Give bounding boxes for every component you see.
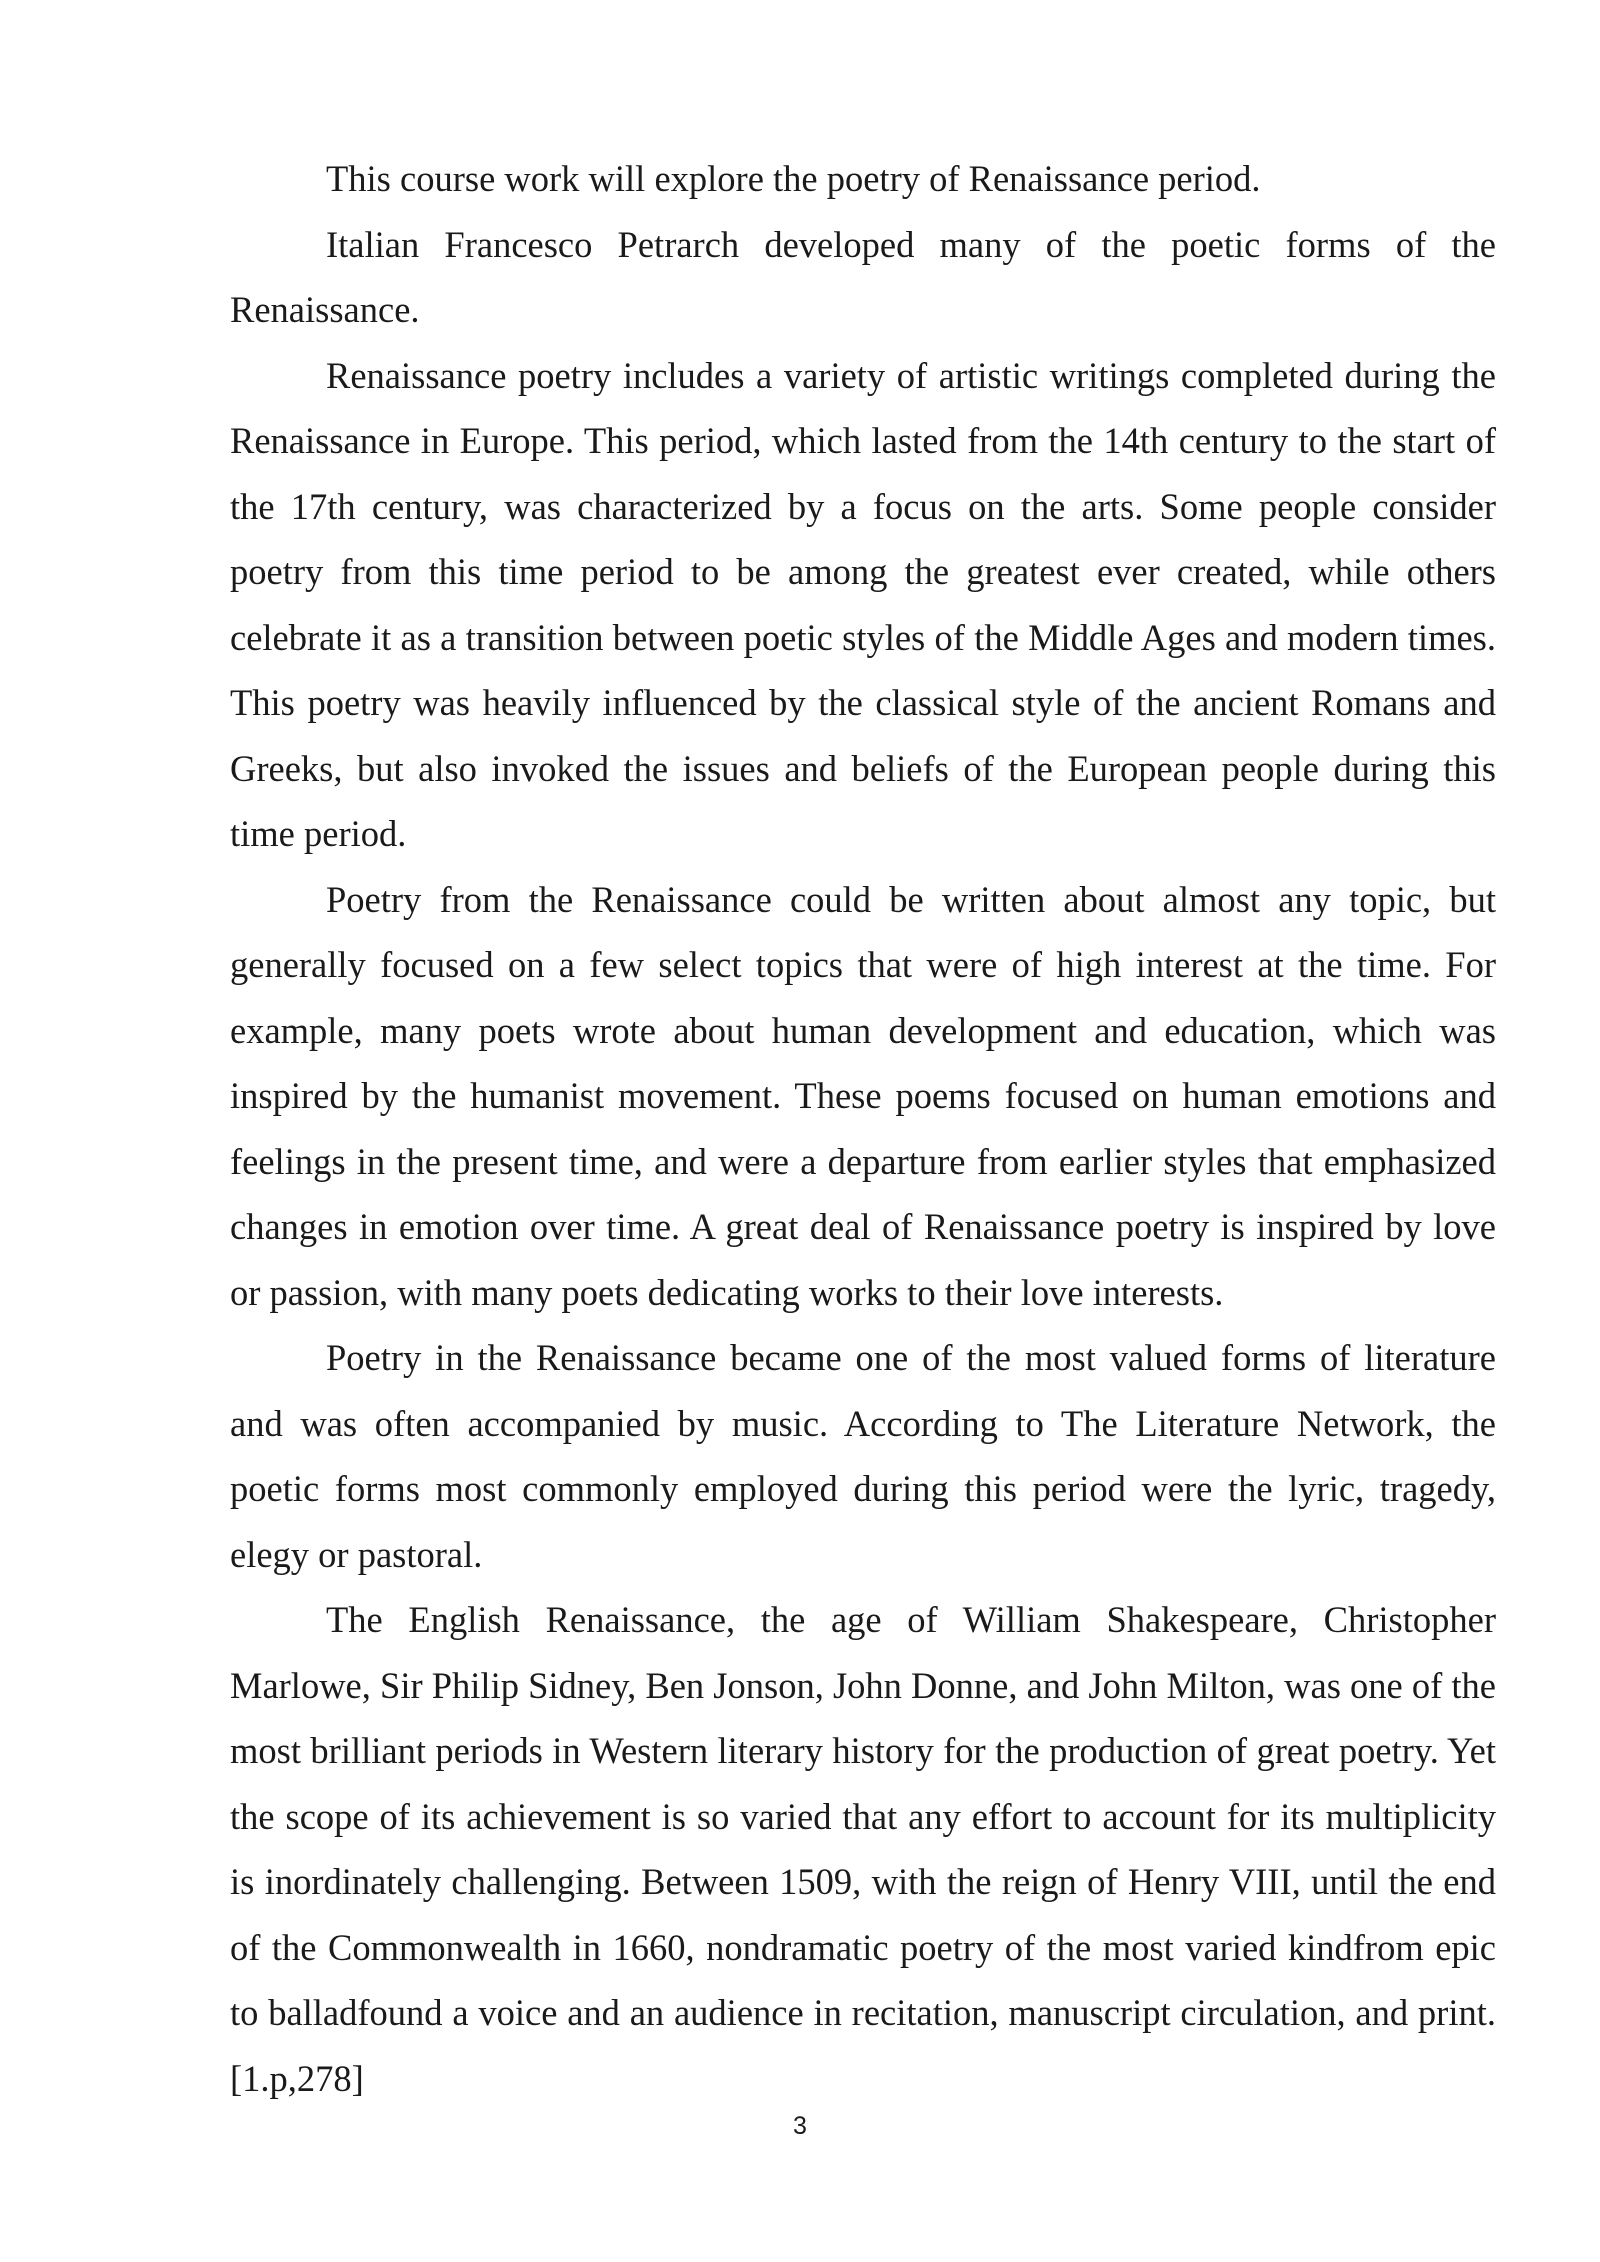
paragraph-topics: Poetry from the Renaissance could be written about almost any topic, but generally focused on a few select topics that were of high interest at the time. For example, many poets wrote about human development and education, which was inspired by the humanist movement. These poems focused on human emotions and feelings in the present time, and were a departure from earlier styles that emphasized changes in emotion over time. A great deal of Renaissance poetry is inspired by love or passion, with many poets dedicating works to their love interests.	[230, 878, 1496, 1313]
paragraph-english-renaissance: The English Renaissance, the age of William Shakespeare, Christopher Marlowe, Sir Philip Sidney, Ben Jonson, John Donne, and John Milton, was one of the most brilliant periods in Western literary history for the production of great poetry. Yet the scope of its achievement is so varied that any effort to account for its multiplicity is inordinately challenging. Between 1509, with the reign of Henry VIII, until the end of the Commonwealth in 1660, nondramatic poetry of the most varied kindfrom epic to balladfound a voice and an audience in recitation, manuscript circulation, and print.[1.p,278]	[230, 1599, 1496, 2099]
paragraph-intro: This course work will explore the poetry of Renaissance period.	[326, 158, 1261, 199]
body-text	[230, 146, 1496, 2111]
paragraph-petrarch: Italian Francesco Petrarch developed many of the poetic forms of the Renaissance.	[230, 223, 1496, 330]
paragraph-forms: Poetry in the Renaissance became one of the most valued forms of literature and was often accompanied by music. According to The Literature Network, the poetic forms most commonly employed during this period were the lyric, tragedy, elegy or pastoral.	[230, 1337, 1496, 1575]
page-number: 3	[793, 2112, 807, 2140]
paragraph-renaissance-poetry: Renaissance poetry includes a variety of artistic writings completed during the Renaissance in Europe. This period, which lasted from the 14th century to the start of the 17th century, was characterized by a focus on the arts. Some people consider poetry from this time period to be among the greatest ever created, while others celebrate it as a transition between poetic styles of the Middle Ages and modern times. This poetry was heavily influenced by the classical style of the ancient Romans and Greeks, but also invoked the issues and beliefs of the European people during this time period.	[230, 354, 1496, 854]
